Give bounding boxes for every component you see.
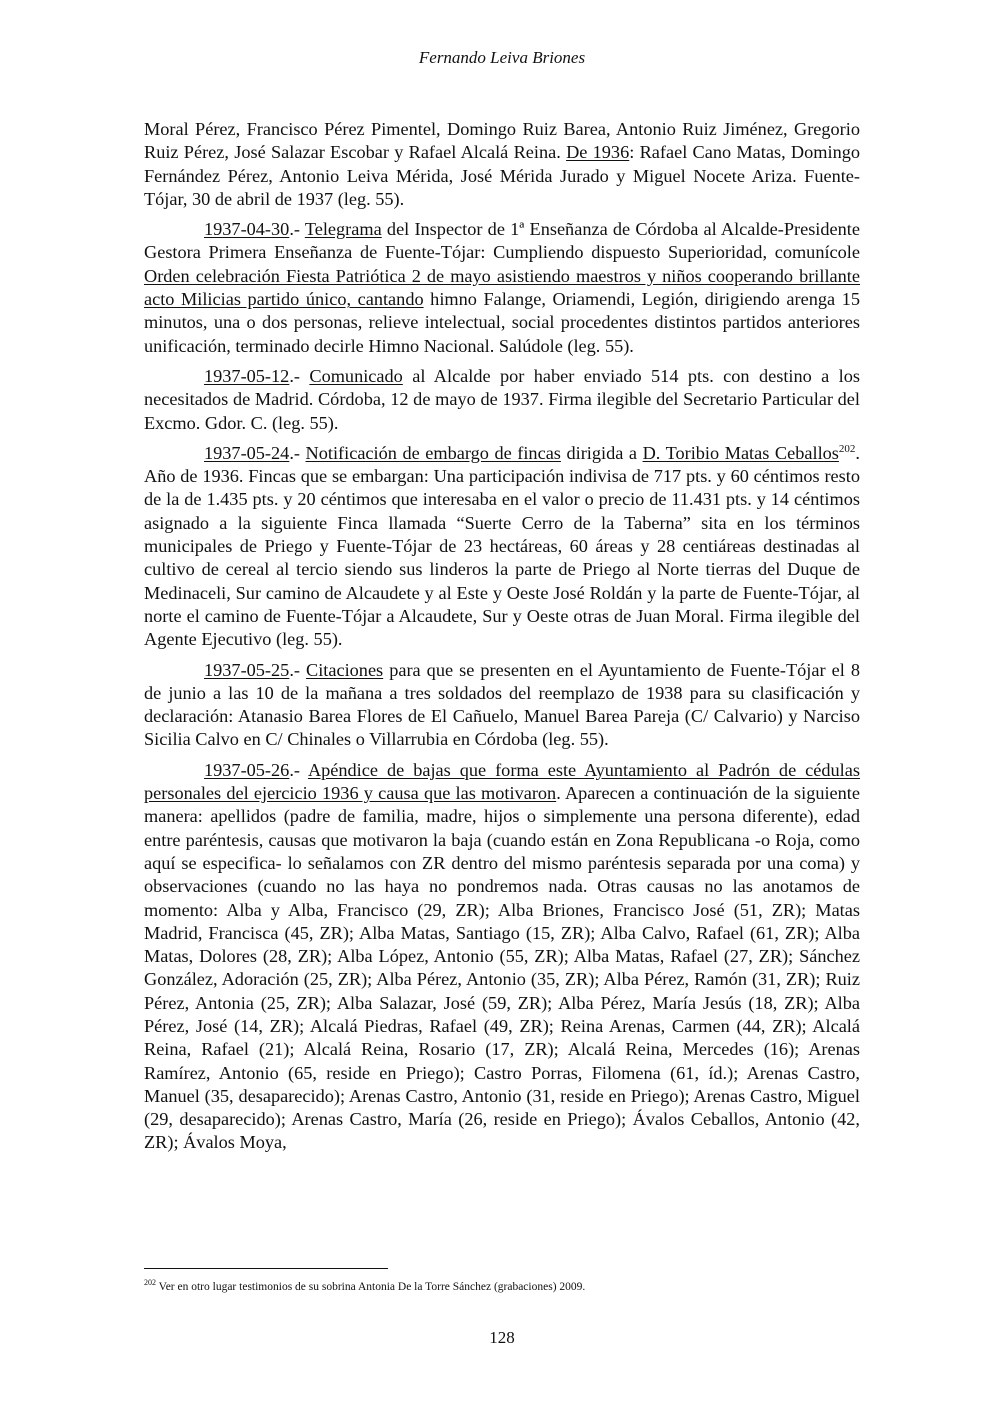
footnote-text: Ver en otro lugar testimonios de su sobrina Antonia De la Torre Sánchez (grabaciones) 2009. xyxy=(156,1281,586,1293)
entry-1937-05-12 xyxy=(144,365,860,435)
running-header-author: Fernando Leiva Briones xyxy=(418,48,586,67)
page-number: 128 xyxy=(489,1328,515,1347)
separator: .- xyxy=(289,365,310,386)
separator: .- xyxy=(289,219,305,240)
text-run: al Alcalde por haber enviado 514 pts. con destino a los necesitados de Madrid. Córdoba, 12 de mayo de 1937. Firma ilegible del Secretario Particular del Excmo. Gdor. C. (leg. 55). xyxy=(144,365,860,433)
entry-1937-04-30 xyxy=(144,218,860,358)
underlined-phrase: Comunicado xyxy=(309,365,403,386)
underlined-phrase: Citaciones xyxy=(306,659,384,680)
entry-date: 1937-05-12 xyxy=(204,365,290,386)
entry-1937-05-25 xyxy=(144,659,860,752)
footnote-reference[interactable]: 202 xyxy=(838,442,856,455)
underlined-phrase: Notificación de embargo de fincas xyxy=(305,442,561,463)
underlined-phrase: Telegrama xyxy=(304,219,382,240)
body-text xyxy=(144,118,860,1162)
text-run: himno Falange, Oriamendi, Legión, dirigiendo arenga 15 minutos, una o dos personas, relieve intelectual, social procedentes distintos partidos anteriores unificación, terminado decirle Himno Nacional. Salúdole (leg. 55). xyxy=(144,289,860,356)
entry-date: 1937-05-24 xyxy=(204,442,290,463)
text-run: . Aparecen a continuación de la siguiente manera: apellidos (padre de familia, madre, hijos o simplemente una persona diferente), edad entre paréntesis, causas que motivaron la baja (cuando están en Zona Republicana -o Roja, como aquí se especifica- lo señalamos con ZR dentro del mismo paréntesis separada por una coma) y observaciones (cuando no las haya no pondremos nada. Otras causas no las anotamos de momento: Alba y Alba, Francisco (29, ZR); Alba Briones, Francisco José (51, ZR); Matas Madrid, Francisca (45, ZR); Alba Matas, Santiago (15, ZR); Alba Calvo, Rafael (61, ZR); Alba Matas, Dolores (28, ZR); Alba López, Antonio (55, ZR); Alba Matas, Rafael (27, ZR); Sánchez González, Adoración (25, ZR); Alba Pérez, Antonio (35, ZR); Alba Pérez, Ramón (31, ZR); Ruiz Pérez, Antonia (25, ZR); Alba Salazar, José (59, ZR); Alba Pérez, María Jesús (18, ZR); Alba Pérez, José (14, ZR); Alcalá Piedras, Rafael (49, ZR); Reina Arenas, Carmen (44, ZR); Alcalá Reina, Rafael (21); Alcalá Reina, Rosario (17, ZR); Alcalá Reina, Mercedes (16); Arenas Ramírez, Antonio (65, reside en Priego); Castro Porras, Filomena (61, íd.); Arenas Castro, Manuel (35, desaparecido); Arenas Castro, Antonio (31, reside en Priego); Arenas Castro, Miguel (29, desaparecido); Arenas Castro, María (26, reside en Priego); Ávalos Ceballos, Antonio (42, ZR); Ávalos Moya, xyxy=(144,783,861,1153)
text-run: del Inspector de 1ª Enseñanza de Córdoba al Alcalde-Presidente Gestora Primera Enseñanza de Fuente-Tójar: Cumpliendo dispuesto Superioridad, comunícole xyxy=(144,219,860,263)
entry-1937-05-26 xyxy=(144,759,860,1155)
footnote-202 xyxy=(144,1280,860,1294)
underlined-phrase: De 1936 xyxy=(566,142,630,163)
text-run: para que se presenten en el Ayuntamiento de Fuente-Tójar el 8 de junio a las 10 de la mañana a tres soldados del reemplazo de 1938 para su clasificación y declaración: Atanasio Barea Flores de El Cañuelo, Manuel Barea Pareja (C/ Calvario) y Narciso Sicilia Calvo en C/ Chinales o Villarrubia en Córdoba (leg. 55). xyxy=(144,659,860,750)
footnote-divider xyxy=(144,1268,388,1269)
entry-date: 1937-05-25 xyxy=(204,659,290,680)
underlined-phrase: Apéndice de bajas que forma este Ayuntamiento al Padrón de cédulas personales del ejercicio 1936 y causa que las motivaron xyxy=(144,759,860,804)
footnote-number: 202 xyxy=(144,1278,156,1288)
separator: .- xyxy=(289,759,308,780)
text-run: Moral Pérez, Francisco Pérez Pimentel, Domingo Ruiz Barea, Antonio Ruiz Jiménez, Gregorio Ruiz Pérez, José Salazar Escobar y Rafael Alcalá Reina. xyxy=(144,119,860,163)
text-run: : Rafael Cano Matas, Domingo Fernández Pérez, Antonio Leiva Mérida, José Mérida Jurado y Miguel Nocete Ariza. Fuente-Tójar, 30 de abril de 1937 (leg. 55). xyxy=(144,142,860,209)
entry-date: 1937-04-30 xyxy=(204,219,290,240)
text-run: dirigida a xyxy=(560,442,643,463)
entry-date: 1937-05-26 xyxy=(204,759,290,780)
text-run: . Año de 1936. Fincas que se embargan: Una participación indivisa de 717 pts. y 60 céntimos resto de la de 1.435 pts. y 20 céntimos que interesaba en el valor o precio de 11.431 pts. y 14 céntimos asignado a la siguiente Finca llamada “Suerte Cerro de la Taberna” sita en los términos municipales de Priego y Fuente-Tójar de 23 hectáreas, 60 áreas y 28 centiáreas destinadas al cultivo de cereal al tercio siendo sus linderos la parte de Priego al Norte tierras del Duque de Medinaceli, Sur camino de Alcaudete y al Este y Oeste José Roldán y la parte de Fuente-Tójar, al norte el camino de Fuente-Tójar a Alcaudete, Sur y Oeste otras de Juan Moral. Firma ilegible del Agente Ejecutivo (leg. 55). xyxy=(144,442,860,650)
separator: .- xyxy=(289,442,306,463)
underlined-phrase: D. Toribio Matas Ceballos xyxy=(642,442,839,463)
separator: .- xyxy=(289,659,306,680)
underlined-phrase: Orden celebración Fiesta Patriótica 2 de mayo asistiendo maestros y niños cooperando brillante acto Milicias partido único, cantando xyxy=(144,265,860,310)
entry-1937-05-24 xyxy=(144,442,860,652)
paragraph-continuation xyxy=(144,118,860,211)
